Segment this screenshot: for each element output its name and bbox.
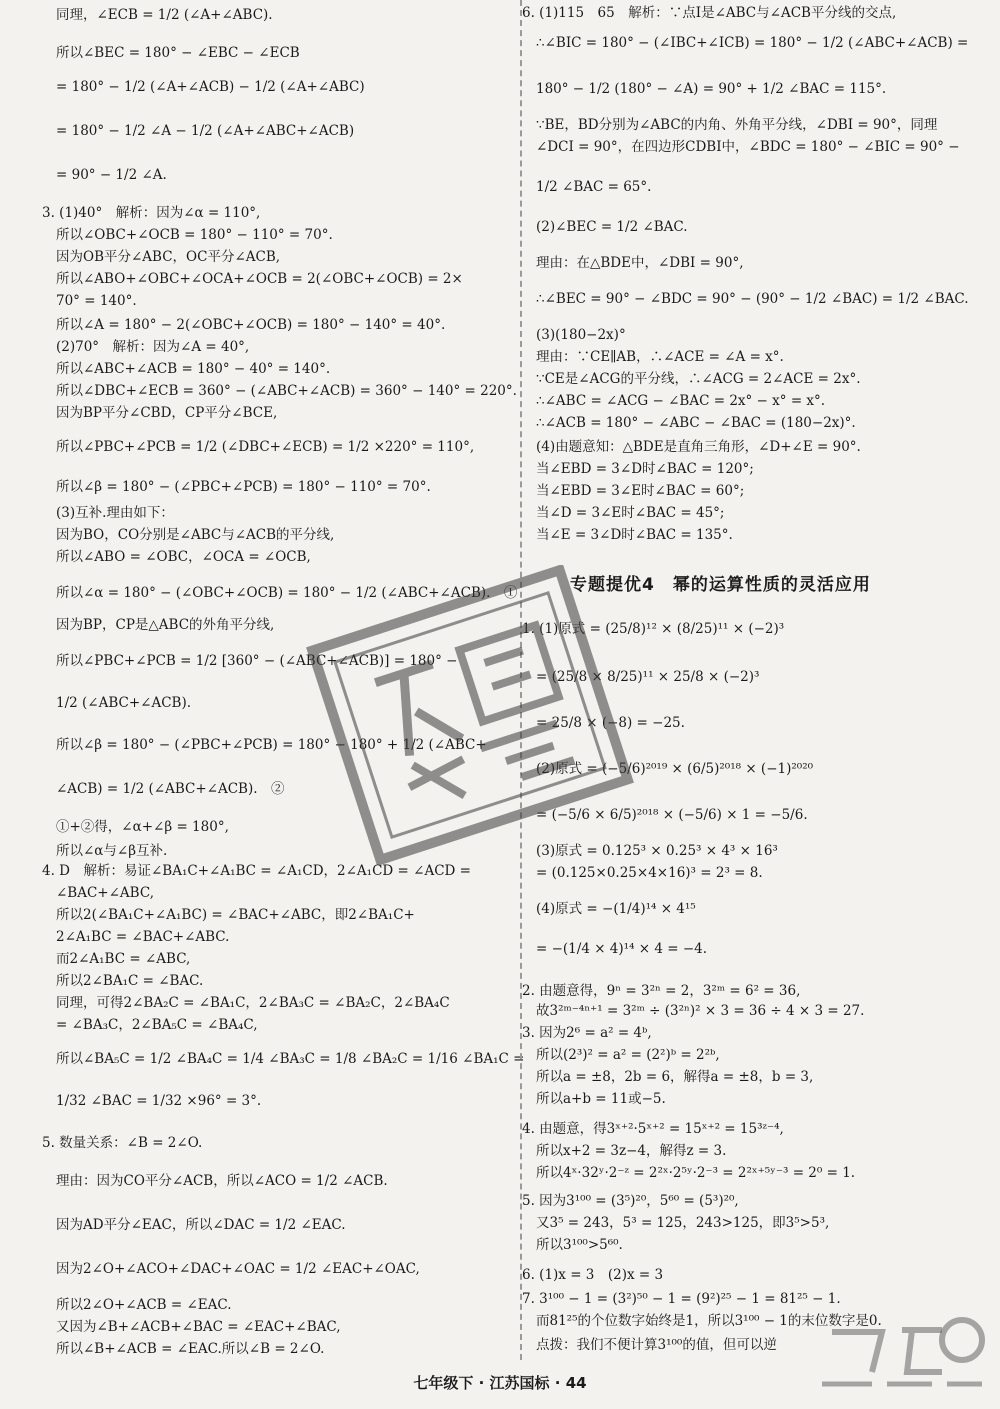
text-line: = (25/8 × 8/25)¹¹ × 25/8 × (−2)³ — [536, 669, 760, 685]
text-line: 所以∠ABO+∠OBC+∠OCA+∠OCB = 2(∠OBC+∠OCB) = 2× — [56, 271, 463, 287]
text-line: 6. (1)x = 3 (2)x = 3 — [522, 1267, 664, 1283]
text-line: 所以∠OBC+∠OCB = 180° − 110° = 70°. — [56, 227, 333, 243]
text-line: 所以∠α与∠β互补. — [56, 843, 168, 859]
text-line: 故3²ᵐ⁻⁴ⁿ⁺¹ = 3²ᵐ ÷ (3²ⁿ)² × 3 = 36 ÷ 4 × 3 = 27. — [536, 1003, 865, 1019]
text-line: 所以∠A = 180° − 2(∠OBC+∠OCB) = 180° − 140° = 40°. — [56, 317, 446, 333]
text-line: 3. (1)40° 解析：因为∠α = 110°, — [42, 205, 261, 221]
text-line: (2)70° 解析：因为∠A = 40°, — [56, 339, 250, 355]
text-line: 当∠D = 3∠E时∠BAC = 45°; — [536, 505, 725, 521]
text-line: ∵CE是∠ACG的平分线，∴∠ACG = 2∠ACE = 2x°. — [536, 371, 861, 387]
text-line: 所以a+b = 11或−5. — [536, 1091, 666, 1107]
text-line: 所以x+2 = 3z−4，解得z = 3. — [536, 1143, 727, 1159]
text-line: 所以4ˣ·32ʸ·2⁻ᶻ = 2²ˣ·2⁵ʸ·2⁻³ = 2²ˣ⁺⁵ʸ⁻³ = 2⁰ = 1. — [536, 1165, 856, 1181]
text-line: (2)∠BEC = 1/2 ∠BAC. — [536, 219, 688, 235]
text-line: 因为AD平分∠EAC，所以∠DAC = 1/2 ∠EAC. — [56, 1217, 346, 1233]
text-line: 5. 因为3¹⁰⁰ = (3⁵)²⁰，5⁶⁰ = (5³)²⁰, — [522, 1193, 739, 1209]
text-line: 当∠E = 3∠D时∠BAC = 135°. — [536, 527, 733, 543]
text-line: 而2∠A₁BC = ∠ABC, — [56, 951, 191, 967]
text-line: = (0.125×0.25×4×16)³ = 2³ = 8. — [536, 865, 763, 881]
text-line: = ∠BA₃C，2∠BA₅C = ∠BA₄C, — [56, 1017, 258, 1033]
text-line: (4)原式 = −(1/4)¹⁴ × 4¹⁵ — [536, 901, 696, 917]
text-line: ∴∠BEC = 90° − ∠BDC = 90° − (90° − 1/2 ∠BAC) = 1/2 ∠BAC. — [536, 291, 969, 307]
text-line: 理由：∵CE∥AB，∴∠ACE = ∠A = x°. — [536, 349, 784, 365]
text-line: 所以a = ±8，2b = 6，解得a = ±8，b = 3, — [536, 1069, 814, 1085]
text-line: 5. 数量关系：∠B = 2∠O. — [42, 1135, 203, 1151]
text-line: ∠BAC+∠ABC, — [56, 885, 154, 901]
text-line: (3)(180−2x)° — [536, 327, 626, 343]
text-line: 当∠EBD = 3∠D时∠BAC = 120°; — [536, 461, 754, 477]
text-line: 2. 由题意得，9ⁿ = 3²ⁿ = 2，3²ᵐ = 6² = 36, — [522, 983, 801, 999]
text-line: 因为BP，CP是△ABC的外角平分线, — [56, 617, 275, 633]
text-line: 所以2∠O+∠ACB = ∠EAC. — [56, 1297, 232, 1313]
text-line: 同理，∠ECB = 1/2 (∠A+∠ABC). — [56, 7, 273, 23]
page-footer: 七年级下 · 江苏国标 · 44 — [413, 1374, 587, 1392]
text-line: 因为OB平分∠ABC，OC平分∠ACB, — [56, 249, 281, 265]
text-line: ①+②得，∠α+∠β = 180°, — [56, 819, 229, 835]
text-line: 2∠A₁BC = ∠BAC+∠ABC. — [56, 929, 230, 945]
text-line: 所以∠DBC+∠ECB = 360° − (∠ABC+∠ACB) = 360° − 140° = 220°. — [56, 383, 517, 399]
text-line: ∴∠ACB = 180° − ∠ABC − ∠BAC = (180−2x)°. — [536, 415, 856, 431]
text-line: = −(1/4 × 4)¹⁴ × 4 = −4. — [536, 941, 708, 957]
text-line: 因为2∠O+∠ACO+∠DAC+∠OAC = 1/2 ∠EAC+∠OAC, — [56, 1261, 420, 1277]
text-line: 所以∠B+∠ACB = ∠EAC.所以∠B = 2∠O. — [56, 1341, 325, 1357]
text-line: 因为BO，CO分别是∠ABC与∠ACB的平分线, — [56, 527, 335, 543]
column-divider — [520, 0, 522, 1360]
text-line: 又因为∠B+∠ACB+∠BAC = ∠EAC+∠BAC, — [56, 1319, 341, 1335]
text-line: 180° − 1/2 (180° − ∠A) = 90° + 1/2 ∠BAC = 115°. — [536, 81, 887, 97]
text-line: 所以∠ABO = ∠OBC，∠OCA = ∠OCB, — [56, 549, 311, 565]
text-line: ∠DCI = 90°，在四边形CDBI中，∠BDC = 180° − ∠BIC = 90° − — [536, 139, 960, 155]
text-line: 所以∠PBC+∠PCB = 1/2 [360° − (∠ABC+∠ACB)] = 180° − — [56, 653, 458, 669]
text-line: 而81²⁵的个位数字始终是1，所以3¹⁰⁰ − 1的末位数字是0. — [536, 1313, 882, 1329]
text-line: 点拨：我们不便计算3¹⁰⁰的值，但可以逆 — [536, 1337, 777, 1353]
text-line: 当∠EBD = 3∠E时∠BAC = 60°; — [536, 483, 745, 499]
text-line: 所以∠β = 180° − (∠PBC+∠PCB) = 180° − 180° + 1/2 (∠ABC+ — [56, 737, 487, 753]
text-line: 所以3¹⁰⁰>5⁶⁰. — [536, 1237, 623, 1253]
text-line: 1/32 ∠BAC = 1/32 ×96° = 3°. — [56, 1093, 262, 1109]
text-line: (3)互补.理由如下： — [56, 505, 174, 521]
text-line: 1/2 ∠BAC = 65°. — [536, 179, 652, 195]
text-line: 理由：因为CO平分∠ACB，所以∠ACO = 1/2 ∠ACB. — [56, 1173, 388, 1189]
text-line: ∴∠BIC = 180° − (∠IBC+∠ICB) = 180° − 1/2 (∠ABC+∠ACB) = — [536, 35, 969, 51]
text-line: 6. (1)115 65 解析：∵点I是∠ABC与∠ACB平分线的交点, — [522, 5, 897, 21]
text-line: 理由：在△BDE中，∠DBI = 90°, — [536, 255, 744, 271]
text-line: 因为BP平分∠CBD，CP平分∠BCE, — [56, 405, 278, 421]
text-line: 70° = 140°. — [56, 293, 137, 309]
text-line: 又3⁵ = 243，5³ = 125，243>125，即3⁵>5³, — [536, 1215, 830, 1231]
text-line: = (−5/6 × 6/5)²⁰¹⁸ × (−5/6) × 1 = −5/6. — [536, 807, 808, 823]
text-line: 4. D 解析：易证∠BA₁C+∠A₁BC = ∠A₁CD，2∠A₁CD = ∠ACD = — [42, 863, 471, 879]
text-line: 4. 由题意，得3ˣ⁺²·5ˣ⁺² = 15ˣ⁺² = 15³ᶻ⁻⁴, — [522, 1121, 784, 1137]
text-line: ∠ACB) = 1/2 (∠ABC+∠ACB). ② — [56, 781, 285, 797]
text-line: 所以2(∠BA₁C+∠A₁BC) = ∠BAC+∠ABC，即2∠BA₁C+ — [56, 907, 415, 923]
text-line: 所以∠BA₅C = 1/2 ∠BA₄C = 1/4 ∠BA₃C = 1/8 ∠BA₂C = 1/16 ∠BA₁C = — [56, 1051, 525, 1067]
text-line: (3)原式 = 0.125³ × 0.25³ × 4³ × 16³ — [536, 843, 778, 859]
text-line: 所以(2³)² = a² = (2²)ᵇ = 2²ᵇ, — [536, 1047, 720, 1063]
text-line: 所以∠PBC+∠PCB = 1/2 (∠DBC+∠ECB) = 1/2 ×220° = 110°, — [56, 439, 475, 455]
text-line: 1/2 (∠ABC+∠ACB). — [56, 695, 192, 711]
text-line: 7. 3¹⁰⁰ − 1 = (3²)⁵⁰ − 1 = (9²)²⁵ − 1 = 81²⁵ − 1. — [522, 1291, 841, 1307]
text-line: 所以∠BEC = 180° − ∠EBC − ∠ECB — [56, 45, 300, 61]
text-line: = 90° − 1/2 ∠A. — [56, 167, 167, 183]
text-line: 3. 因为2⁶ = a² = 4ᵇ, — [522, 1025, 652, 1041]
text-line: ∴∠ABC = ∠ACG − ∠BAC = 2x° − x° = x°. — [536, 393, 826, 409]
text-line: 所以∠ABC+∠ACB = 180° − 40° = 140°. — [56, 361, 331, 377]
text-line: = 180° − 1/2 (∠A+∠ACB) − 1/2 (∠A+∠ABC) — [56, 79, 365, 95]
text-line: = 25/8 × (−8) = −25. — [536, 715, 685, 731]
text-line: 所以2∠BA₁C = ∠BAC. — [56, 973, 204, 989]
text-line: 所以∠α = 180° − (∠OBC+∠OCB) = 180° − 1/2 (∠ABC+∠ACB). ① — [56, 585, 518, 601]
text-line: (4)由题意知：△BDE是直角三角形，∠D+∠E = 90°. — [536, 439, 861, 455]
text-line: (2)原式 = (−5/6)²⁰¹⁹ × (6/5)²⁰¹⁸ × (−1)²⁰²⁰ — [536, 761, 814, 777]
text-line: = 180° − 1/2 ∠A − 1/2 (∠A+∠ABC+∠ACB) — [56, 123, 355, 139]
text-line: 1. (1)原式 = (25/8)¹² × (8/25)¹¹ × (−2)³ — [522, 621, 785, 637]
text-line: 同理，可得2∠BA₂C = ∠BA₁C，2∠BA₃C = ∠BA₂C，2∠BA₄C — [56, 995, 450, 1011]
text-line: 所以∠β = 180° − (∠PBC+∠PCB) = 180° − 110° = 70°. — [56, 479, 431, 495]
text-line: ∵BE，BD分别为∠ABC的内角、外角平分线，∠DBI = 90°，同理 — [536, 117, 938, 133]
section-title: 专题提优4 幂的运算性质的灵活应用 — [570, 575, 871, 595]
